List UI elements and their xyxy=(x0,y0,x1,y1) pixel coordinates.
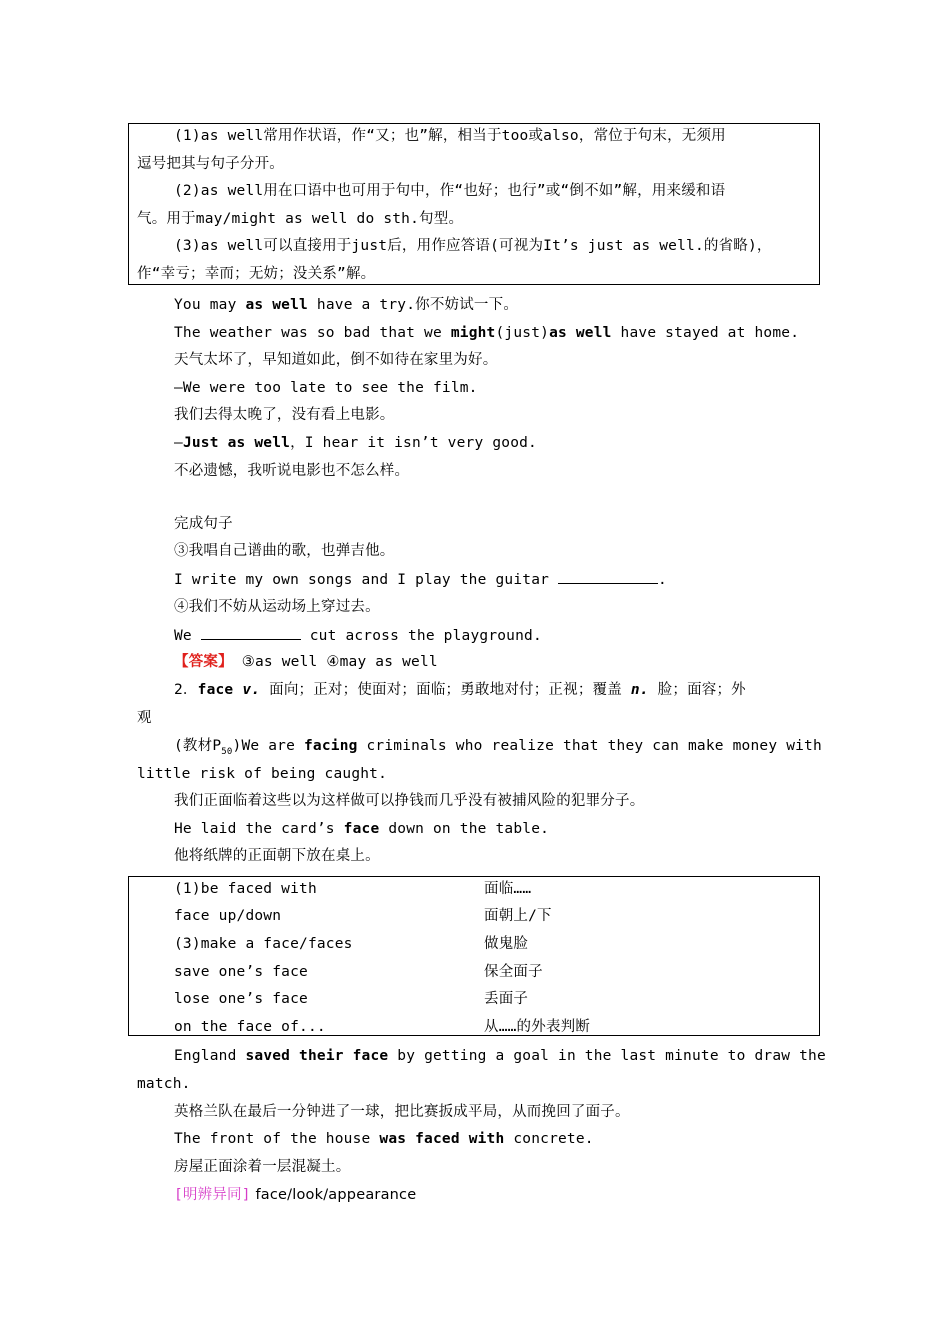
example-line: —Just as well，I hear it isn’t very good. xyxy=(174,435,537,451)
example-translation: 英格兰队在最后一分钟进了一球，把比赛扳成平局，从而挽回了面子。 xyxy=(174,1104,630,1120)
note-p3-line2: 作“幸亏；幸而；无妨；没关系”解。 xyxy=(137,266,376,282)
note-p2-line2: 气。用于may/might as well do sth.句型。 xyxy=(137,211,464,227)
example-line: He laid the card’s face down on the table. xyxy=(174,821,550,837)
example-line: The front of the house was faced with concrete. xyxy=(174,1131,594,1147)
exercise-q3-english: I write my own songs and I play the guitar . xyxy=(174,569,667,590)
note-p2-line1: (2)as well用在口语中也可用于句中，作“也好；也行”或“倒不如”解，用来缓和语 xyxy=(174,183,726,199)
note-box-as-well xyxy=(128,123,820,285)
answer-blank xyxy=(558,569,658,584)
vocab-entry-face: 2．face v. 面向；正对；使面对；面临；勇敢地对付；正视；覆盖 n. 脸；面容；外 xyxy=(174,682,746,698)
exercise-q3-chinese: ③我唱自己谱曲的歌，也弹吉他。 xyxy=(174,543,395,559)
phrase-row: face up/down 面朝上/下 xyxy=(174,908,552,924)
note-p1-line1: (1)as well常用作状语，作“又；也”解，相当于too或also，常位于句末，无须用 xyxy=(174,128,726,144)
example-translation: 他将纸牌的正面朝下放在桌上。 xyxy=(174,848,380,864)
example-line: —We were too late to see the film. xyxy=(174,380,478,396)
example-line: The weather was so bad that we might(just)as well have stayed at home. xyxy=(174,325,800,341)
compare-heading: [明辨异同] face/look/appearance xyxy=(174,1187,417,1203)
exercise-q4-english: We cut across the playground. xyxy=(174,625,542,646)
exercise-q4-chinese: ④我们不妨从运动场上穿过去。 xyxy=(174,599,380,615)
note-p1-line2: 逗号把其与句子分开。 xyxy=(137,156,284,172)
example-line-cont: little risk of being caught. xyxy=(137,766,388,782)
phrase-row: lose one’s face 丢面子 xyxy=(174,991,529,1007)
example-line: England saved their face by getting a goal in the last minute to draw the xyxy=(174,1048,826,1064)
example-line: You may as well have a try.你不妨试一下。 xyxy=(174,297,519,313)
answer-label: 【答案】 xyxy=(174,654,233,670)
example-translation: 我们正面临着这些以为这样做可以挣钱而几乎没有被捕风险的犯罪分子。 xyxy=(174,793,645,809)
example-translation: 房屋正面涂着一层混凝土。 xyxy=(174,1159,351,1175)
note-p3-line1: (3)as well可以直接用于just后，用作应答语(可视为It’s just as well.的省略)， xyxy=(174,238,772,254)
answer-line xyxy=(174,652,438,672)
answer-text: ③as well ④may as well xyxy=(232,654,438,670)
example-translation: 天气太坏了，早知道如此，倒不如待在家里为好。 xyxy=(174,352,498,368)
phrase-row: on the face of... 从……的外表判断 xyxy=(174,1019,591,1035)
phrase-box-face xyxy=(128,876,820,1036)
example-line: (教材$P_{50})We$ are facing criminals who realize that they can make money with xyxy=(174,738,822,757)
answer-blank xyxy=(201,625,301,640)
example-translation: 不必遗憾，我听说电影也不怎么样。 xyxy=(174,463,410,479)
example-translation: 我们去得太晚了，没有看上电影。 xyxy=(174,407,395,423)
phrase-row: (1)be faced with 面临…… xyxy=(174,881,532,897)
vocab-entry-face-cont: 观 xyxy=(137,710,152,726)
example-line-cont: match. xyxy=(137,1076,191,1092)
exercise-heading: 完成句子 xyxy=(174,516,233,532)
phrase-row: save one’s face 保全面子 xyxy=(174,964,543,980)
phrase-row: (3)make a face/faces 做鬼脸 xyxy=(174,936,529,952)
compare-label: [明辨异同] xyxy=(174,1187,251,1203)
